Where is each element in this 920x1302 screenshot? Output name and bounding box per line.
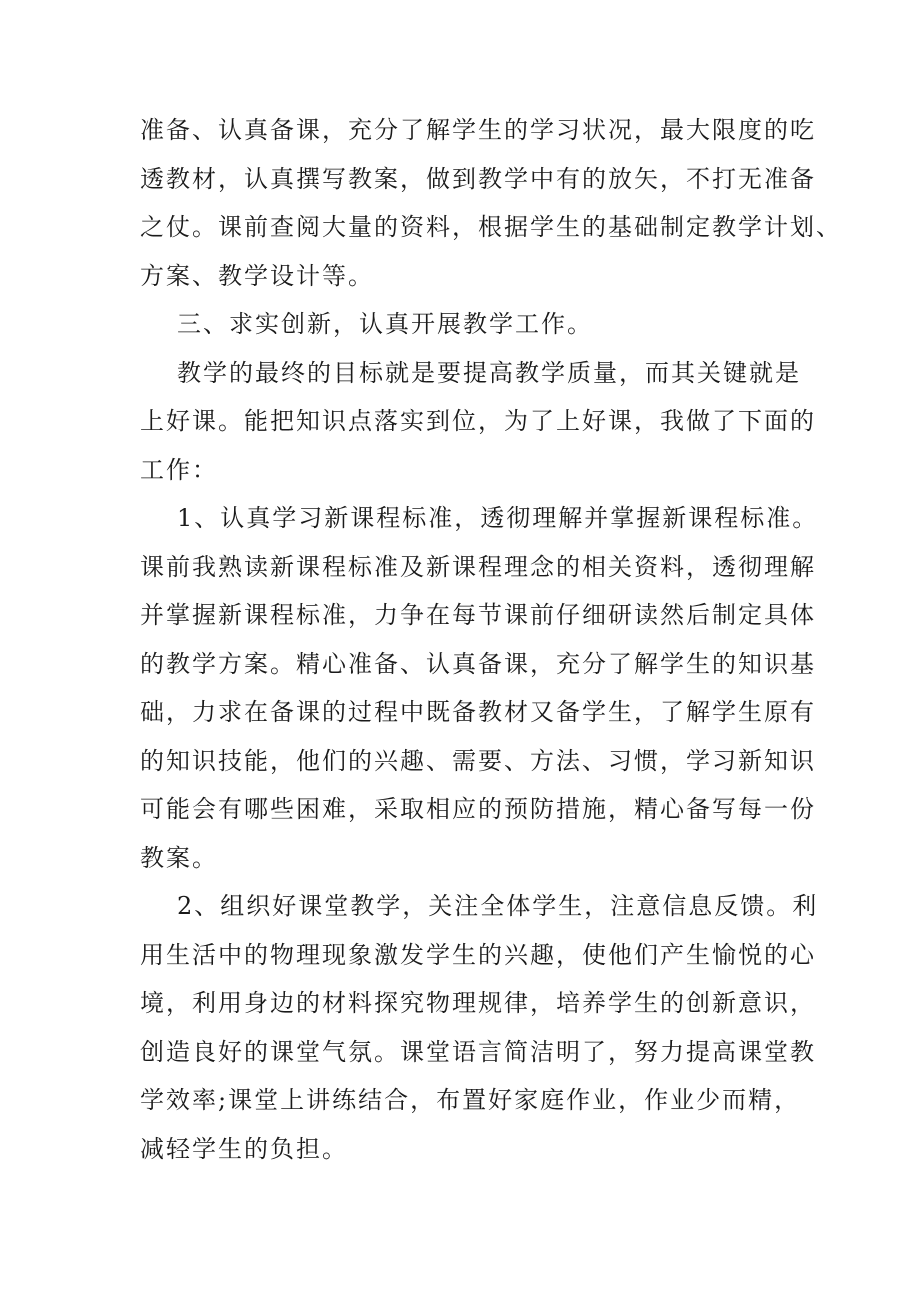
text-line: 方案、教学设计等。 <box>140 261 374 290</box>
text-line: 之仗。课前查阅大量的资料，根据学生的基础制定教学计划、 <box>140 213 842 241</box>
text-line: 减轻学生的负担。 <box>140 1134 348 1163</box>
text-line: 上好课。能把知识点落实到位，为了上好课，我做了下面的 <box>140 407 816 435</box>
document-body <box>140 106 842 1173</box>
list-item-2-start: 2、组织好课堂教学，关注全体学生，注意信息反馈。利 <box>177 892 819 920</box>
text-line: 可能会有哪些困难，采取相应的预防措施，精心备写每一份 <box>140 795 816 823</box>
text-line: 教案。 <box>140 843 218 872</box>
text-line: 的知识技能，他们的兴趣、需要、方法、习惯，学习新知识 <box>140 746 816 775</box>
text-line: 工作： <box>140 455 218 484</box>
text-line: 透教材，认真撰写教案，做到教学中有的放矢，不打无准备 <box>140 164 816 193</box>
list-item-1-start: 1、认真学习新课程标准，透彻理解并掌握新课程标准。 <box>177 504 819 532</box>
text-line: 创造良好的课堂气氛。课堂语言简洁明了，努力提高课堂教 <box>140 1037 816 1066</box>
text-line: 学效率;课堂上讲练结合，布置好家庭作业，作业少而精， <box>140 1086 801 1114</box>
section-heading: 三、求实创新，认真开展教学工作。 <box>177 310 593 338</box>
paragraph-start: 教学的最终的目标就是要提高教学质量，而其关键就是 <box>177 358 801 387</box>
text-line: 的教学方案。精心准备、认真备课，充分了解学生的知识基 <box>140 649 816 678</box>
text-line: 并掌握新课程标准，力争在每节课前仔细研读然后制定具体 <box>140 601 816 629</box>
text-line: 课前我熟读新课程标准及新课程理念的相关资料，透彻理解 <box>140 552 816 581</box>
text-line: 准备、认真备课，充分了解学生的学习状况，最大限度的吃 <box>140 116 816 144</box>
text-line: 用生活中的物理现象激发学生的兴趣，使他们产生愉悦的心 <box>140 940 816 969</box>
text-line: 境，利用身边的材料探究物理规律，培养学生的创新意识， <box>140 989 816 1017</box>
text-line: 础，力求在备课的过程中既备教材又备学生，了解学生原有 <box>140 698 816 726</box>
